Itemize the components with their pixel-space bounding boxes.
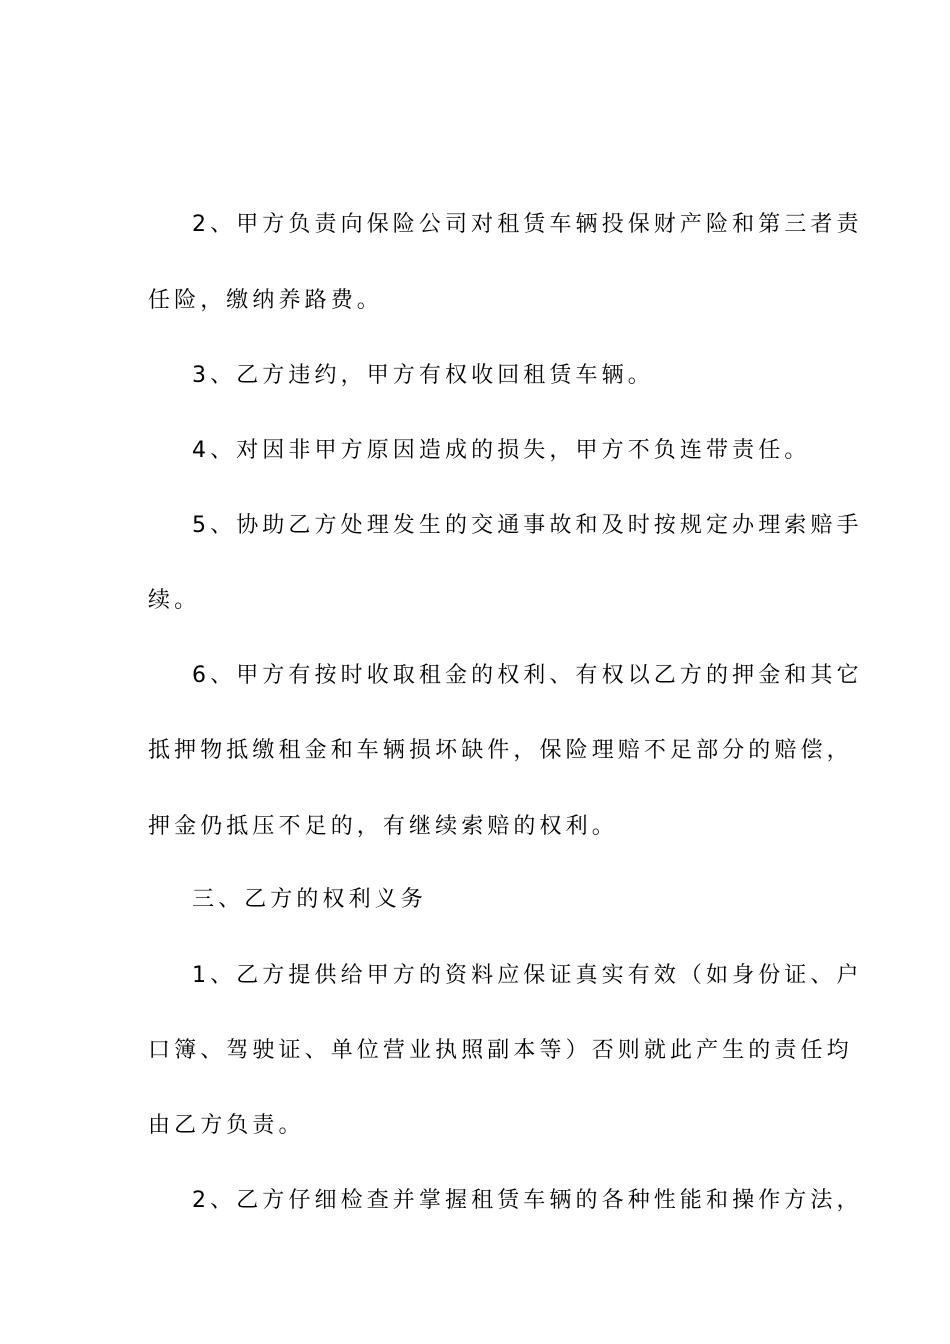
text-line: 5、协助乙方处理发生的交通事故和及时按规定办理索赔手 [192, 513, 863, 538]
text-line: 押金仍抵压不足的，有继续索赔的权利。 [148, 814, 618, 839]
text-line: 任险，缴纳养路费。 [148, 288, 383, 313]
text-line: 6、甲方有按时收取租金的权利、有权以乙方的押金和其它 [192, 663, 863, 688]
text-line: 抵押物抵缴租金和车辆损坏缺件，保险理赔不足部分的赔偿， [148, 738, 853, 763]
text-line: 1、乙方提供给甲方的资料应保证真实有效（如身份证、户 [192, 963, 863, 988]
text-line: 3、乙方违约，甲方有权收回租赁车辆。 [192, 363, 654, 388]
text-line: 口簿、驾驶证、单位营业执照副本等）否则就此产生的责任均 [148, 1038, 853, 1063]
text-line: 2、乙方仔细检查并掌握租赁车辆的各种性能和操作方法， [192, 1188, 863, 1213]
text-line: 2、甲方负责向保险公司对租赁车辆投保财产险和第三者责 [192, 212, 863, 237]
section-heading: 三、乙方的权利义务 [192, 887, 427, 912]
text-line: 续。 [148, 588, 201, 613]
text-line: 由乙方负责。 [148, 1113, 305, 1138]
text-line: 4、对因非甲方原因造成的损失，甲方不负连带责任。 [192, 438, 811, 463]
